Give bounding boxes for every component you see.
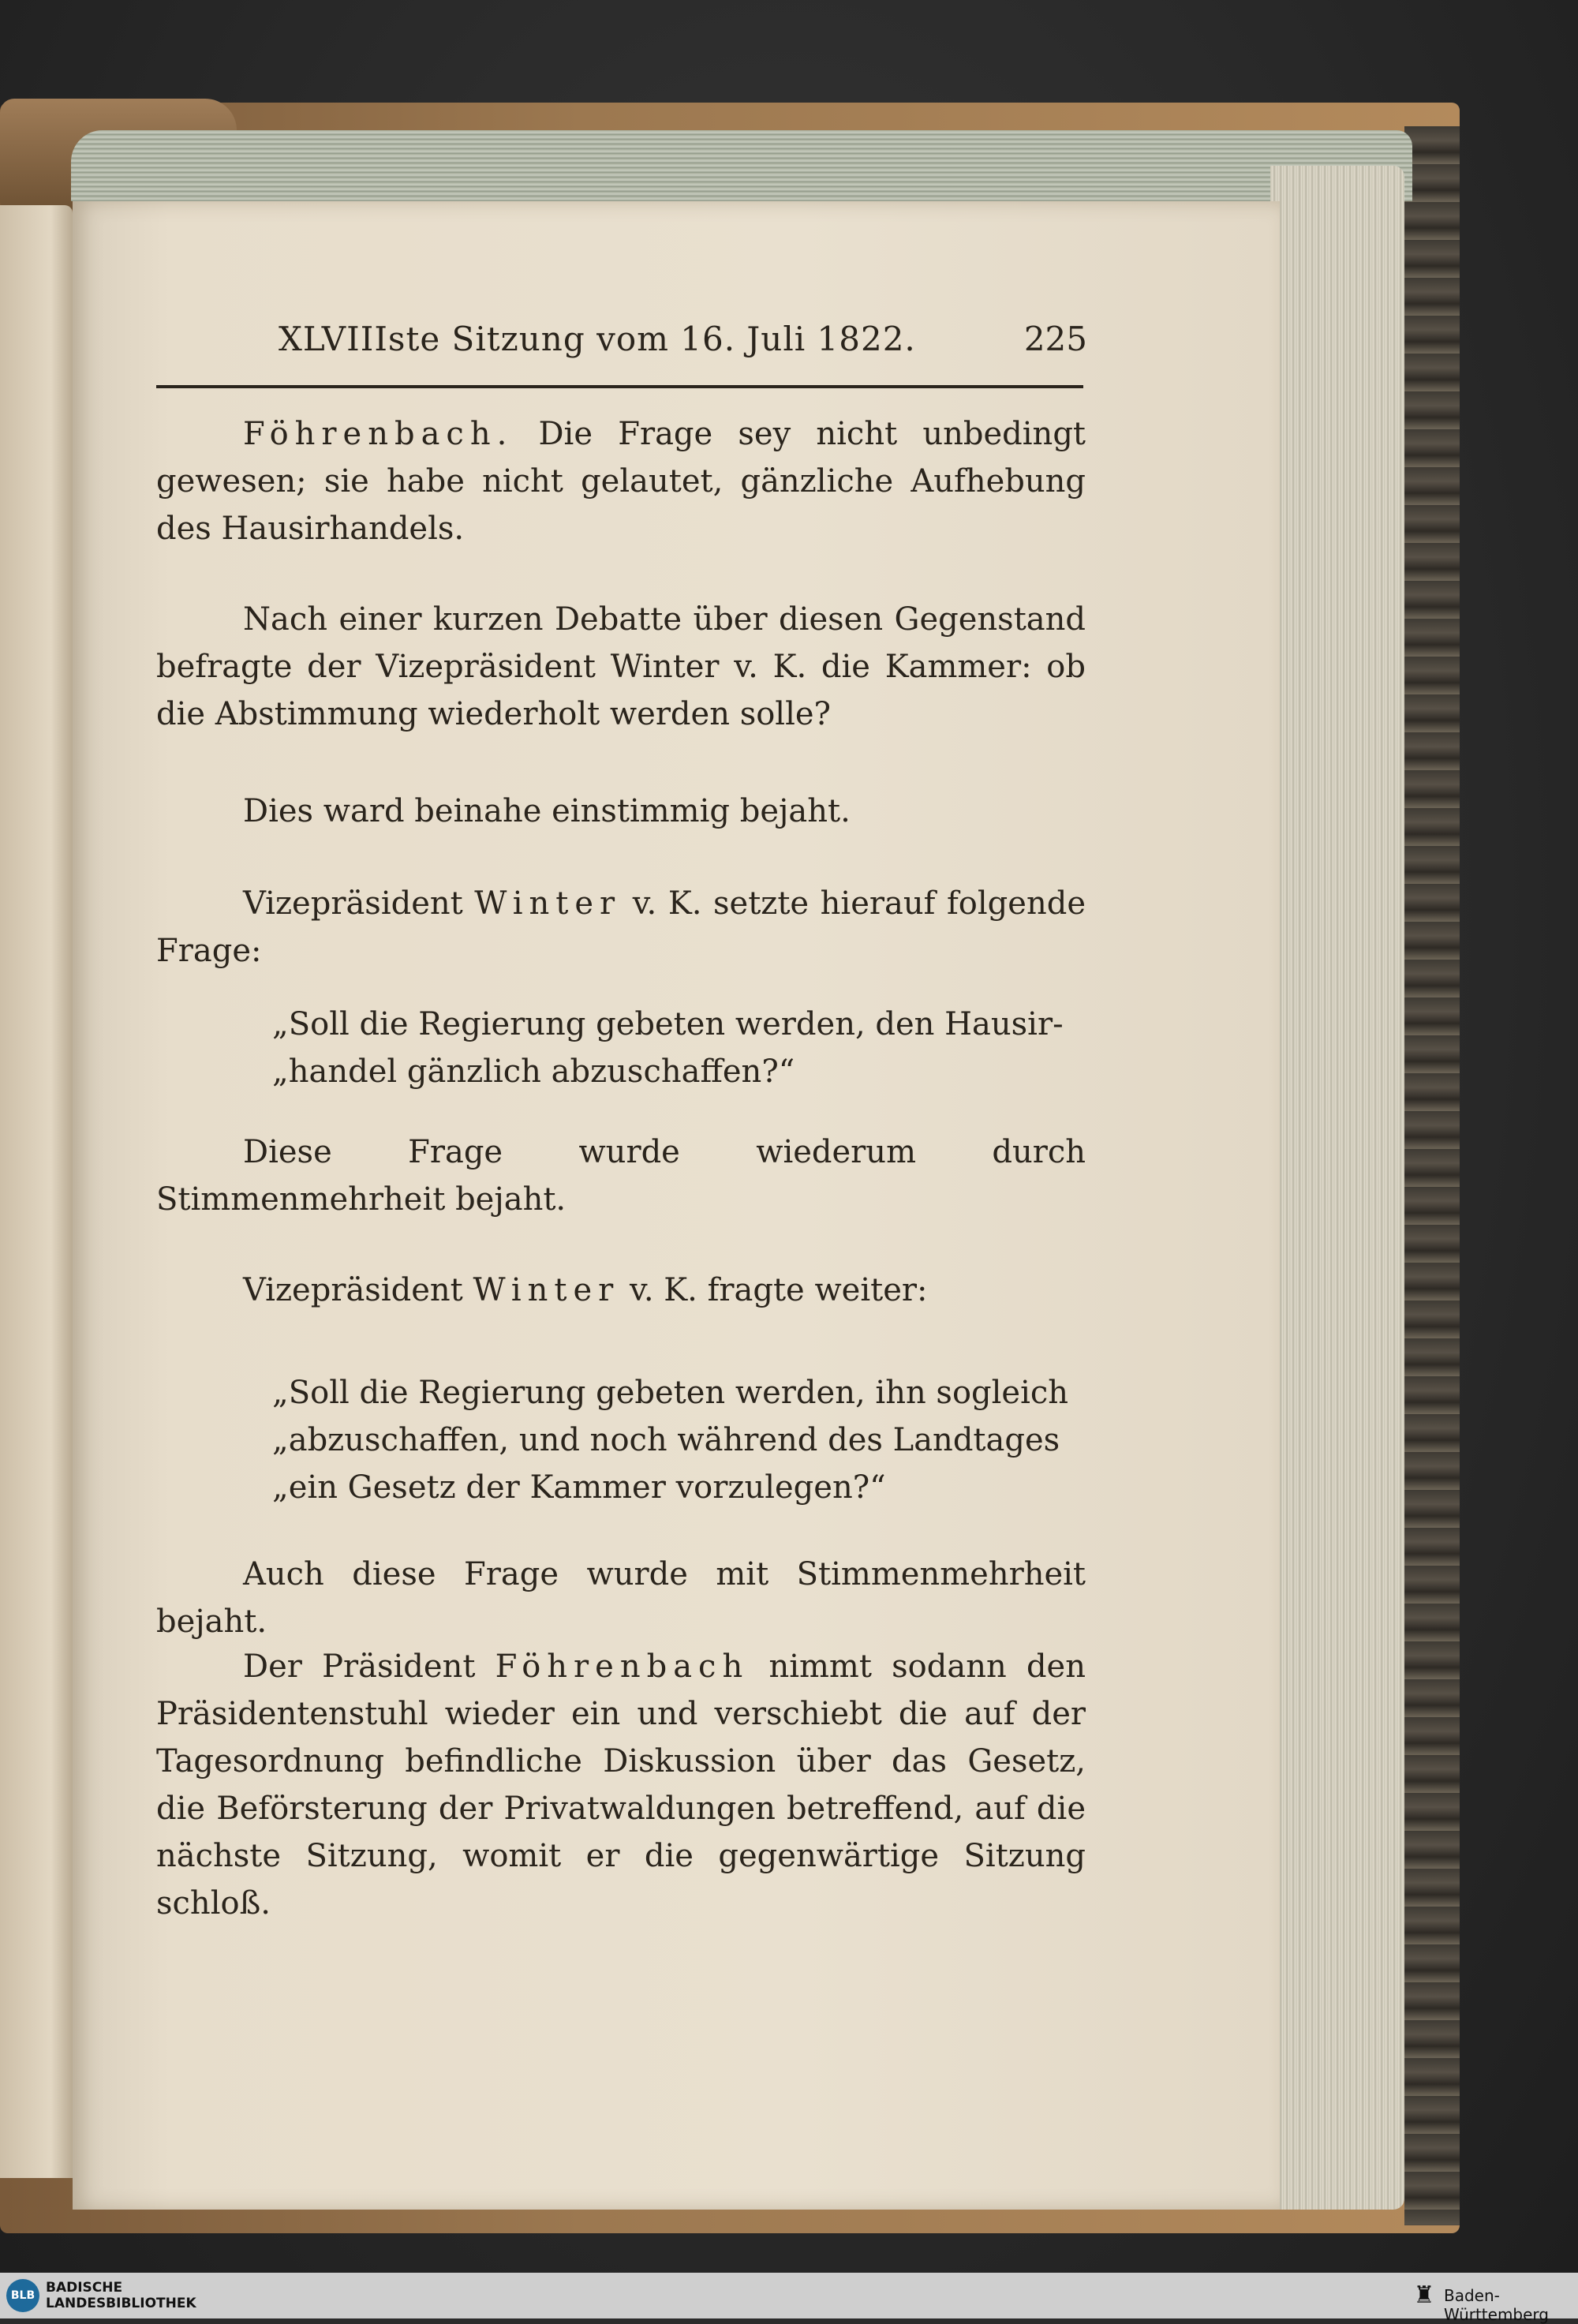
page-number: 225	[1023, 320, 1087, 358]
spaced-name: Föhrenbach	[495, 1649, 750, 1685]
spaced-name: Winter	[473, 1272, 620, 1308]
state-name[interactable]: Baden-Württemberg	[1444, 2286, 1549, 2324]
paragraph-text: Die Frage sey nicht unbedingt gewesen; sie habe nicht gelautet, gänzliche Aufhebung des Hausirhandels.	[156, 416, 1086, 547]
paragraph-text: nimmt sodann den Präsidentenstuhl wieder ein und verschiebt die auf der Tagesordnung befindliche Diskussion über das Gesetz, die Beförsterung der Privatwaldungen betreffend, auf die nächste Sitzung, womit er die gegenwärtige Sitzung schloß.	[156, 1649, 1086, 1922]
quote-line: „ein Gesetz der Kammer vorzulegen?“	[272, 1469, 886, 1506]
library-name[interactable]	[46, 2280, 196, 2311]
paragraph-2	[156, 596, 1086, 738]
paragraph-text: Vizepräsident	[243, 885, 475, 922]
left-page-edge	[0, 205, 73, 2178]
marbled-cover-edge	[1404, 126, 1460, 2225]
paragraph-10	[156, 1643, 1086, 1927]
paragraph-9	[156, 1551, 1086, 1645]
paragraph-text: v. K. fragte weiter:	[619, 1272, 928, 1308]
blb-logo-icon[interactable]: BLB	[6, 2279, 39, 2312]
footer-bar	[0, 2273, 1578, 2324]
quote-2	[272, 1369, 1085, 1511]
running-head-title: XLVIIIste Sitzung vom 16. Juli 1822.	[279, 320, 916, 358]
paragraph-7	[156, 1267, 1086, 1314]
paragraph-1	[156, 410, 1086, 552]
paragraph-text: Der Präsident	[243, 1649, 495, 1685]
header-rule	[156, 385, 1083, 388]
quote-1	[272, 1001, 1085, 1095]
paragraph-text: Dies ward beinahe einstimmig bejaht.	[243, 793, 851, 829]
paragraph-text: Vizepräsident	[243, 1272, 473, 1308]
page-top-edge	[71, 130, 1412, 201]
library-name-line1: BADISCHE	[46, 2280, 123, 2296]
paragraph-text: Nach einer kurzen Debatte über diesen Gegenstand befragte der Vizepräsident Winter v. K. die Kammer: ob die Abstimmung wiederholt werden solle?	[156, 601, 1086, 732]
running-head	[156, 320, 1086, 375]
quote-line: „Soll die Regierung gebeten werden, ihn sogleich	[272, 1375, 1069, 1411]
library-name-line2: LANDESBIBLIOTHEK	[46, 2296, 196, 2311]
spaced-name: Winter	[474, 885, 622, 922]
paragraph-text: v. K. setzte hierauf folgende Frage:	[156, 885, 1086, 969]
speaker-name: Föhrenbach.	[243, 416, 514, 452]
quote-line: „handel gänzlich abzuschaffen?“	[272, 1053, 795, 1090]
paragraph-text: Diese Frage wurde wiederum durch Stimmenmehrheit bejaht.	[156, 1134, 1086, 1218]
paragraph-6	[156, 1128, 1086, 1223]
paragraph-3	[156, 788, 1086, 835]
quote-line: „abzuschaffen, und noch während des Landtages	[272, 1422, 1060, 1458]
page-fore-edge	[1270, 166, 1404, 2210]
coat-of-arms-icon: ♜	[1413, 2281, 1435, 2309]
paragraph-4	[156, 880, 1086, 975]
paragraph-text: Auch diese Frage wurde mit Stimmenmehrheit bejaht.	[156, 1556, 1086, 1640]
quote-line: „Soll die Regierung gebeten werden, den Hausir-	[272, 1006, 1064, 1042]
